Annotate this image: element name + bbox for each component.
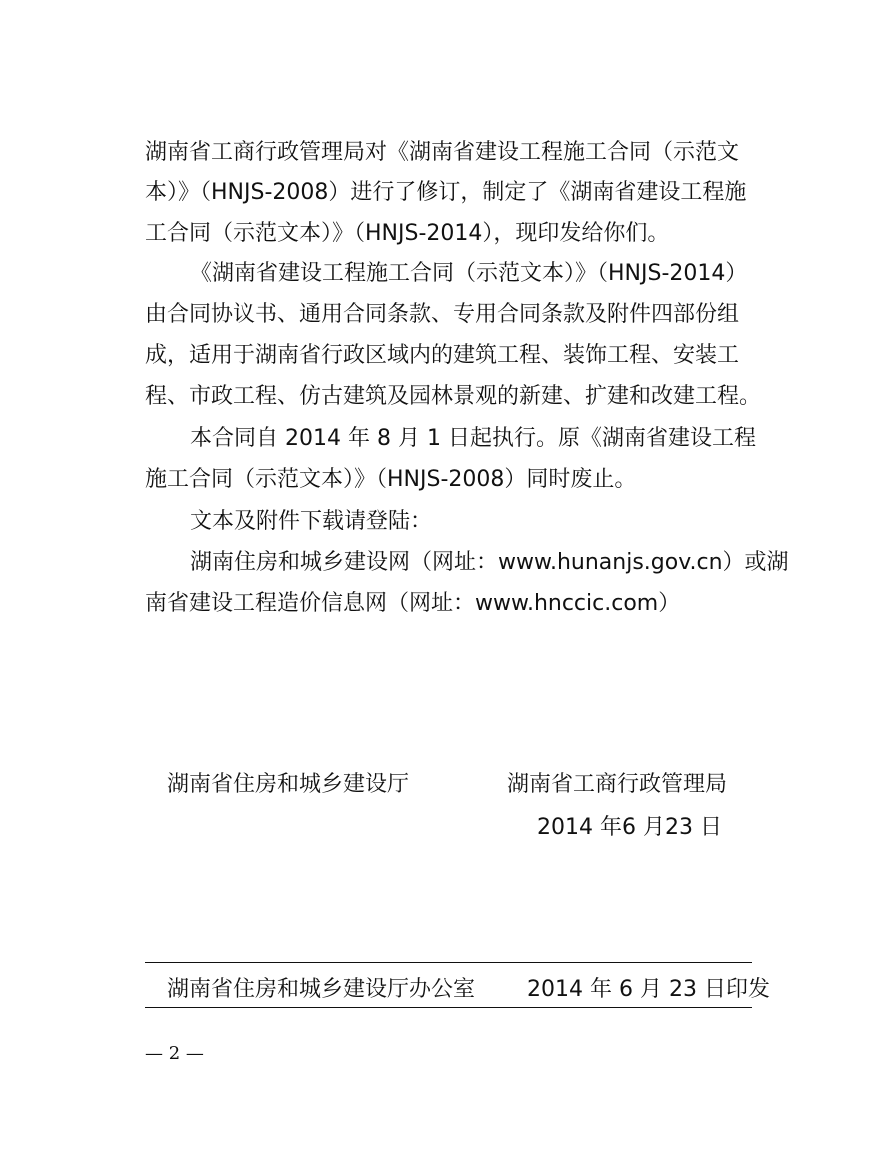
paragraph-line: 南省建设工程造价信息网（网址：www.hnccic.com） <box>145 591 681 616</box>
paragraph-line: 成，适用于湖南省行政区域内的建筑工程、装饰工程、安装工 <box>145 343 740 368</box>
paragraph-line: 程、市政工程、仿古建筑及园林景观的新建、扩建和改建工程。 <box>145 384 762 409</box>
paragraph-line: 本合同自 2014 年 8 月 1 日起执行。原《湖南省建设工程 <box>190 426 756 451</box>
paragraph-line: 湖南住房和城乡建设网（网址：www.hunanjs.gov.cn）或湖 <box>190 550 789 575</box>
paragraph-line: 《湖南省建设工程施工合同（示范文本）》（HNJS-2014） <box>190 261 748 286</box>
signature-date: 2014 年6 月23 日 <box>537 815 722 840</box>
issuer-commerce-bureau: 湖南省工商行政管理局 <box>507 772 728 797</box>
paragraph-line: 湖南省工商行政管理局对《湖南省建设工程施工合同（示范文 <box>145 140 740 165</box>
issuer-housing-department: 湖南省住房和城乡建设厅 <box>167 772 410 797</box>
issue-date: 2014 年 6 月 23 日印发 <box>527 977 770 1002</box>
paragraph-line: 由合同协议书、通用合同条款、专用合同条款及附件四部份组 <box>145 302 740 327</box>
footer-top-rule <box>145 962 752 963</box>
footer-bottom-rule <box>145 1007 752 1008</box>
page-number: — 2 — <box>145 1043 204 1064</box>
paragraph-line: 本）》（HNJS-2008）进行了修订，制定了《湖南省建设工程施 <box>145 180 747 205</box>
paragraph-line: 工合同（示范文本）》（HNJS-2014），现印发给你们。 <box>145 221 670 246</box>
issuing-office: 湖南省住房和城乡建设厅办公室 <box>167 977 476 1002</box>
paragraph-line: 施工合同（示范文本）》（HNJS-2008）同时废止。 <box>145 467 637 492</box>
paragraph-line: 文本及附件下载请登陆： <box>190 509 433 534</box>
